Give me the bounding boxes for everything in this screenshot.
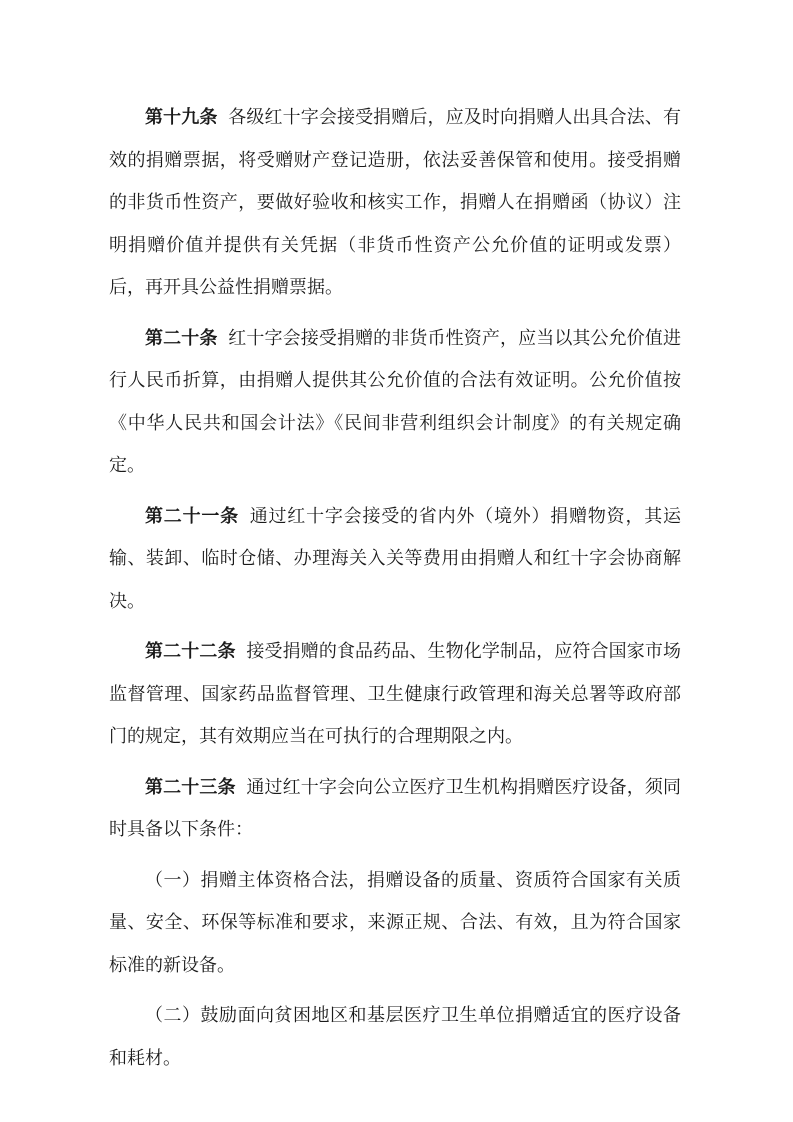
clause-1: （一）捐赠主体资格合法，捐赠设备的质量、资质符合国家有关质量、安全、环保等标准和要求，来源正规、合法、有效，且为符合国家标准的新设备。 [109, 869, 681, 976]
article-22 [109, 631, 681, 759]
article-text: 通过红十字会接受的省内外（境外）捐赠物资，其运输、装卸、临时仓储、办理海关入关等费用由捐赠人和红十字会协商解决。 [109, 505, 682, 612]
article-text: 各级红十字会接受捐赠后，应及时向捐赠人出具合法、有效的捐赠票据，将受赠财产登记造册，依法妥善保管和使用。接受捐赠的非货币性资产，要做好验收和核实工作，捐赠人在捐赠函（协议）注明捐赠价值并提供有关凭据（非货币性资产公允价值的证明或发票）后，再开具公益性捐赠票据。 [109, 107, 682, 298]
article-text: 通过红十字会向公立医疗卫生机构捐赠医疗设备，须同时具备以下条件： [109, 776, 682, 840]
article-20 [109, 318, 681, 488]
article-number: 第二十一条 [145, 505, 239, 527]
clause-2: （二）鼓励面向贫困地区和基层医疗卫生单位捐赠适宜的医疗设备和耗材。 [109, 1005, 681, 1069]
article-19 [109, 97, 681, 310]
article-text: 红十字会接受捐赠的非货币性资产，应当以其公允价值进行人民币折算，由捐赠人提供其公允价值的合法有效证明。公允价值按《中华人民共和国会计法》《民间非营利组织会计制度》的有关规定确定。 [109, 327, 682, 476]
article-number: 第二十三条 [145, 776, 236, 798]
article-number: 第十九条 [145, 107, 218, 128]
article-21 [109, 496, 681, 624]
article-23 [109, 767, 681, 852]
document-body [109, 97, 681, 1088]
article-number: 第二十条 [145, 327, 218, 349]
article-number: 第二十二条 [145, 641, 236, 662]
article-text: 接受捐赠的食品药品、生物化学制品，应符合国家市场监督管理、国家药品监督管理、卫生健康行政管理和海关总署等政府部门的规定，其有效期应当在可执行的合理期限之内。 [109, 641, 682, 747]
